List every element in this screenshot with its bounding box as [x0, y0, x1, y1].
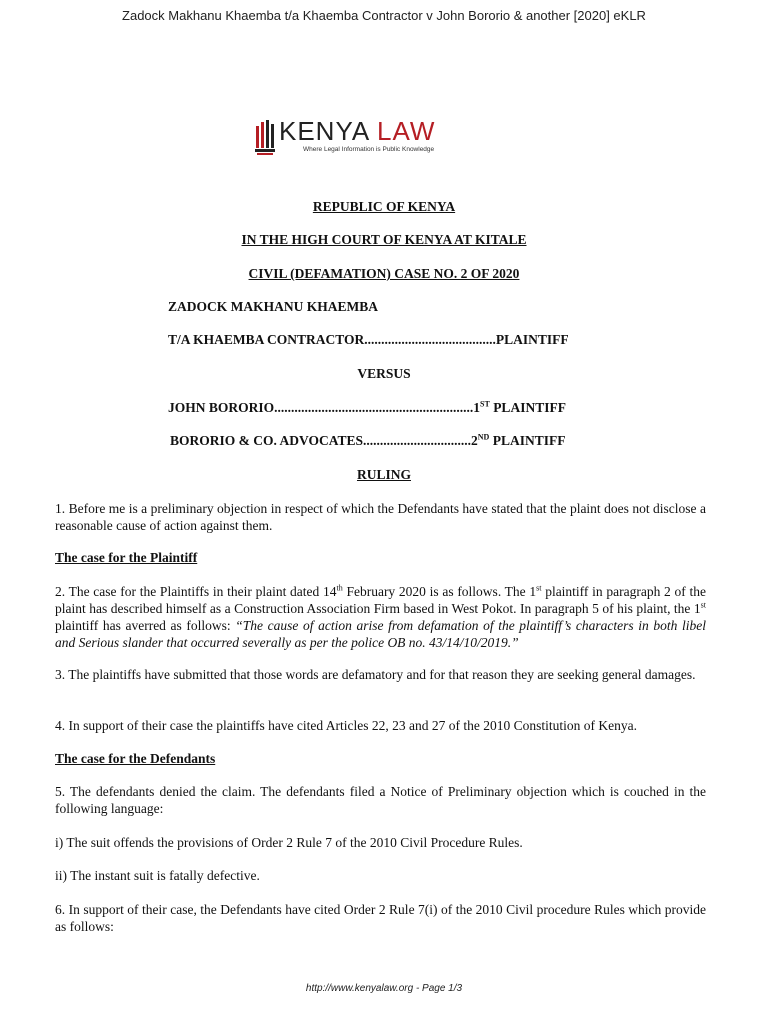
subheading-defendant-case: The case for the Defendants	[55, 751, 216, 766]
paragraph-5-item-ii: ii) The instant suit is fatally defective.	[55, 868, 260, 883]
p2-sup-1: th	[336, 583, 343, 593]
p2-text-b: February 2020 is as follows. The 1	[342, 584, 537, 599]
p2-sup-2: st	[536, 583, 542, 593]
party2-role: PLAINTIFF	[489, 400, 566, 415]
party-bororio-advocates	[170, 433, 565, 449]
plaintiff-name: ZADOCK MAKHANU KHAEMBA	[168, 299, 378, 314]
paragraph-3: 3. The plaintiffs have submitted that those words are defamatory and for that reason they are seeking general damages.	[55, 667, 696, 682]
heading-court: IN THE HIGH COURT OF KENYA AT KITALE	[241, 232, 527, 247]
paragraph-5-item-i: i) The suit offends the provisions of Order 2 Rule 7 of the 2010 Civil Procedure Rules.	[55, 835, 523, 850]
logo-wordmark	[279, 116, 435, 146]
page-footer: http://www.kenyalaw.org - Page 1/3	[305, 983, 463, 994]
paragraph-6: 6. In support of their case, the Defendants have cited Order 2 Rule 7(i) of the 2010 Civil procedure Rules which provide as follows:	[55, 902, 706, 934]
party3-ordinal: ND	[477, 432, 490, 442]
party2-ordinal: ST	[480, 399, 490, 409]
pillars-icon	[255, 118, 277, 156]
p2-text-a: 2. The case for the Plaintiffs in their plaint dated 14	[55, 584, 337, 599]
subheading-plaintiff-case: The case for the Plaintiff	[55, 550, 198, 565]
paragraph-5: 5. The defendants denied the claim. The defendants filed a Notice of Preliminary objection which is couched in the following language:	[55, 784, 706, 816]
plaintiff-trading-as: T/A KHAEMBA CONTRACTOR.......................................PLAINTIFF	[168, 332, 569, 347]
logo-kenya-text: KENYA	[279, 116, 369, 146]
p2-text-d: plaintiff has averred as follows:	[55, 618, 236, 633]
party3-role: PLAINTIFF	[489, 433, 566, 448]
logo-law-text: LAW	[377, 116, 436, 146]
paragraph-2	[55, 583, 706, 651]
paragraph-1: 1. Before me is a preliminary objection in respect of which the Defendants have stated that the plaint does not disclose a reasonable cause of action against them.	[55, 501, 706, 533]
p2-text-c: plaintiff in paragraph 2 of the plaint has described himself as a Construction Association Firm based in West Pokot. In paragraph 5 of his plaint, the 1	[55, 584, 706, 616]
party-john-bororio	[168, 400, 566, 416]
ruling-title: RULING	[356, 467, 411, 482]
p2-sup-3: st	[700, 600, 706, 610]
party2-name: JOHN BORORIO...........................................................1	[168, 400, 481, 415]
heading-republic: REPUBLIC OF KENYA	[312, 199, 456, 214]
party3-name: BORORIO & CO. ADVOCATES................................2	[170, 433, 478, 448]
running-head: Zadock Makhanu Khaemba t/a Khaemba Contractor v John Bororio & another [2020] eKLR	[122, 8, 646, 23]
versus-label: VERSUS	[357, 366, 411, 381]
logo-tagline: Where Legal Information is Public Knowledge	[303, 146, 435, 153]
heading-case-number: CIVIL (DEFAMATION) CASE NO. 2 OF 2020	[248, 266, 520, 281]
paragraph-4: 4. In support of their case the plaintiffs have cited Articles 22, 23 and 27 of the 2010 Constitution of Kenya.	[55, 718, 638, 733]
kenya-law-logo	[255, 116, 465, 158]
p2-quote: “The cause of action arise from defamation of the plaintiff’s characters in both libel and Serious slander that occurred severally as per the police OB no. 43/14/10/2019.”	[55, 618, 706, 650]
